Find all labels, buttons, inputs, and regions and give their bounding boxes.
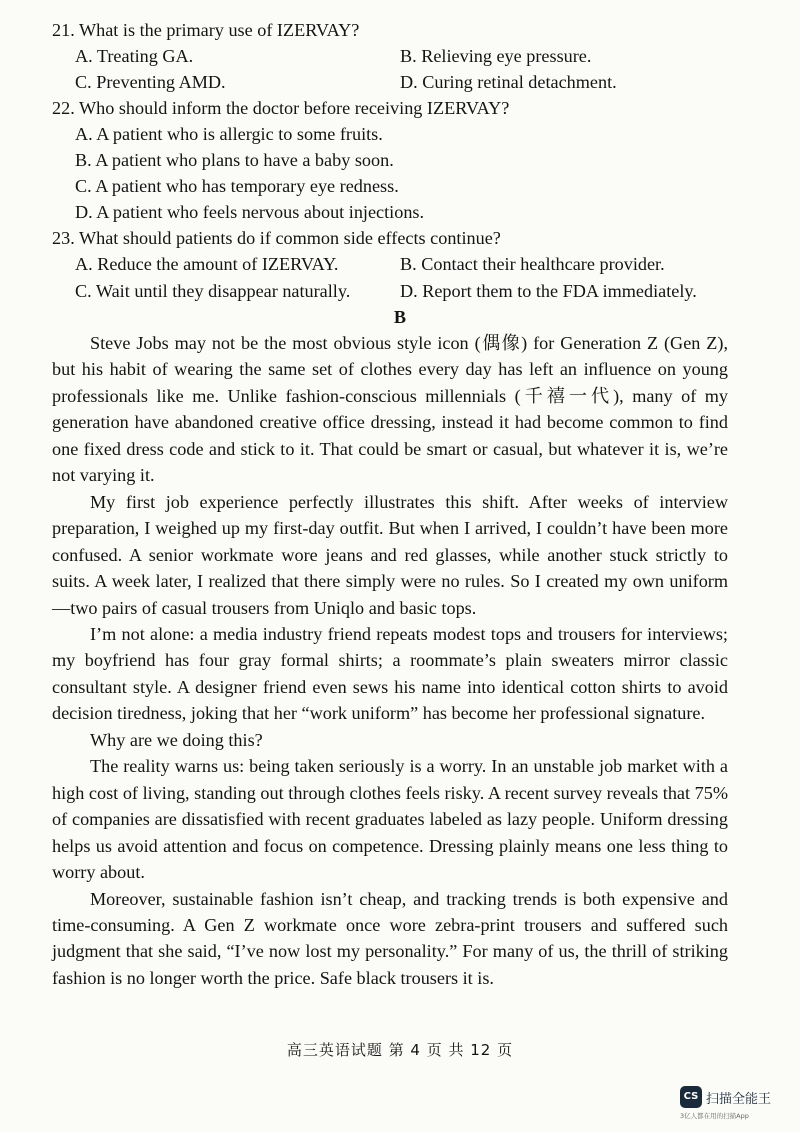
question-21-option-a: A. Treating GA. [75,46,194,66]
scanner-slogan: 3亿人都在用的扫描App [680,1112,749,1120]
question-22-option-c: C. A patient who has temporary eye redness. [75,176,399,196]
question-22-option-b: B. A patient who plans to have a baby soon. [75,150,394,170]
passage-paragraph: Steve Jobs may not be the most obvious style icon (偶像) for Generation Z (Gen Z), but his habit of wearing the same set of clothes every day has left an influence on young professionals like me. Unlike fashion-conscious millennials (千禧一代), many of my generation have abandoned creative office dressing, instead it had become common to find one fixed dress code and stick to it. That could be smart or casual, but whatever it is, we’re not varying it. [52,333,728,486]
question-21-option-c: C. Preventing AMD. [75,72,226,92]
question-22-stem: 22. Who should inform the doctor before receiving IZERVAY? [52,98,510,118]
question-23-option-b: B. Contact their healthcare provider. [400,254,665,274]
scanner-app-name: 扫描全能王 [706,1092,772,1107]
scanner-watermark [680,1086,790,1126]
question-23-stem: 23. What should patients do if common side effects continue? [52,228,501,248]
question-21-option-d: D. Curing retinal detachment. [400,72,617,92]
question-21-option-b: B. Relieving eye pressure. [400,46,592,66]
passage-paragraph: I’m not alone: a media industry friend repeats modest tops and trousers for interviews; my boyfriend has four gray formal shirts; a roommate’s plain sweaters mirror classic consultant style. A designer friend even sews his name into identical cotton shirts to avoid decision tiredness, joking that her “work uniform” has become her professional signature. [52,623,728,724]
question-22-option-d: D. A patient who feels nervous about injections. [75,202,425,222]
passage-paragraph: The reality warns us: being taken seriously is a worry. In an unstable job market with a high cost of living, standing out through clothes feels risky. A recent survey reveals that 75% of companies are dissatisfied with recent graduates labeled as lazy people. Uniform dressing helps us avoid attention and focus on competence. Dressing plainly means one less thing to worry about. [52,756,728,883]
camscanner-logo-icon: CS [680,1086,702,1108]
question-23-option-a: A. Reduce the amount of IZERVAY. [75,254,339,274]
passage-b [52,330,728,991]
passage-paragraph: Moreover, sustainable fashion isn’t cheap, and tracking trends is both expensive and time-consuming. A Gen Z workmate once wore zebra-print trousers and suffered such judgment that she said, “I’ve now lost my personality.” For many of us, the thrill of striking fashion is no longer worth the price. Safe black trousers it is. [52,888,728,988]
question-22-option-a: A. A patient who is allergic to some fruits. [75,124,383,144]
passage-paragraph: Why are we doing this? [90,729,263,750]
question-23-option-c: C. Wait until they disappear naturally. [75,281,351,301]
section-b-heading: B [393,307,407,327]
question-23-option-d: D. Report them to the FDA immediately. [400,281,697,301]
passage-paragraph: My first job experience perfectly illustrates this shift. After weeks of interview preparation, I weighed up my first-day outfit. But when I arrived, I couldn’t have been more confused. A senior workmate wore jeans and red glasses, while another stuck strictly to suits. A week later, I realized that there simply were no rules. So I created my own uniform—two pairs of casual trousers from Uniqlo and basic tops. [52,491,728,618]
question-21-stem: 21. What is the primary use of IZERVAY? [52,20,360,40]
page-footer: 高三英语试题 第 4 页 共 12 页 [286,1041,514,1059]
